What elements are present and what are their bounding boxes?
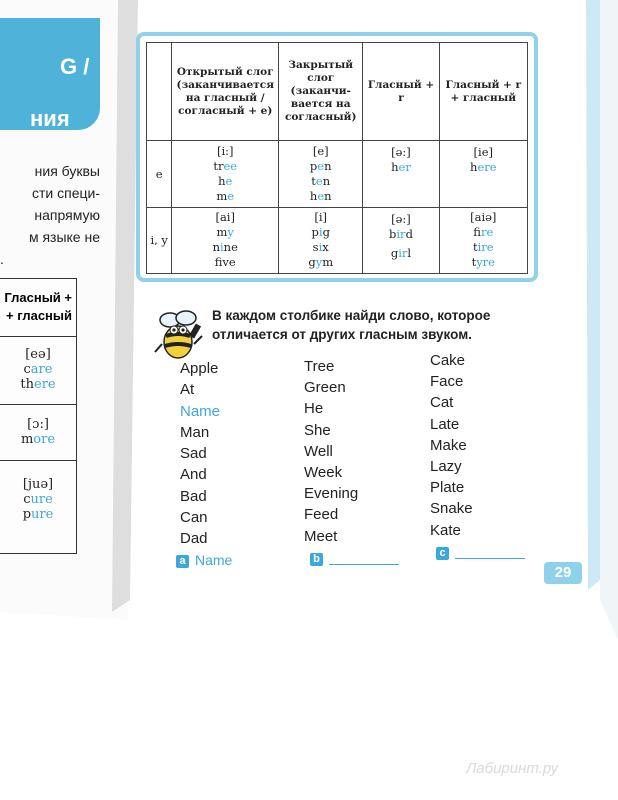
answer-b[interactable] xyxy=(310,550,399,566)
table-row xyxy=(147,207,528,273)
answer-a xyxy=(176,552,232,568)
list-item: She xyxy=(304,421,331,439)
left-table-cell xyxy=(0,461,76,549)
watermark: Лабиринт.ру xyxy=(466,760,559,777)
answer-letter-badge: c xyxy=(436,547,449,560)
open-syllable-cell xyxy=(172,207,279,273)
example-word: six xyxy=(312,240,329,255)
vowel-r-cell xyxy=(363,141,439,207)
left-table-header: Гласный + + гласный xyxy=(0,279,76,337)
phonetic-symbol: [i] xyxy=(314,210,328,225)
header-closed-syllable: Закрытый слог (заканчи-вается на согласный) xyxy=(279,43,363,141)
vowel-r-vowel-cell xyxy=(439,141,527,207)
example-word: he xyxy=(218,174,233,189)
left-text-line: ния буквы xyxy=(34,163,100,179)
vowel-table-frame xyxy=(136,32,538,282)
example-word: ten xyxy=(311,174,331,189)
list-item: Sad xyxy=(180,445,207,463)
list-item: Can xyxy=(180,509,208,527)
phonetic-symbol: [ie] xyxy=(473,145,494,160)
header-vowel-r-vowel: Гласный + r + гласный xyxy=(439,43,527,141)
list-item: Man xyxy=(180,423,210,441)
list-item: Meet xyxy=(304,527,338,545)
list-item: Dad xyxy=(180,530,208,548)
example-word: tyre xyxy=(471,255,495,270)
list-item: Cat xyxy=(430,394,454,412)
letter-cell: e xyxy=(147,141,172,207)
example-word: tire xyxy=(472,240,494,255)
example-word: pig xyxy=(311,225,330,240)
phonetic-symbol: [aiə] xyxy=(470,210,497,225)
answer-letter-badge: b xyxy=(310,553,323,566)
example-word: me xyxy=(216,189,235,204)
exercise-instruction: В каждом столбике найди слово, которое отличается от других гласным звуком. xyxy=(212,308,491,342)
example-word: care xyxy=(23,362,53,377)
list-item: Snake xyxy=(430,500,473,518)
vowel-r-vowel-cell xyxy=(439,207,527,273)
left-text-block xyxy=(0,160,100,270)
list-item: Evening xyxy=(304,485,359,503)
open-syllable-cell xyxy=(172,141,279,207)
word-column-b xyxy=(304,356,358,547)
word-column-a xyxy=(180,358,220,550)
example-word: girl xyxy=(390,245,412,260)
list-item: At xyxy=(180,381,195,399)
phonetic-symbol: [ai] xyxy=(215,210,235,225)
left-text-line: напрямую xyxy=(34,207,100,223)
phonetic-symbol: [eə] xyxy=(25,347,51,362)
left-table-cell xyxy=(0,337,76,405)
word-column-c xyxy=(430,350,473,541)
example-word: pen xyxy=(309,159,332,174)
example-word: fire xyxy=(473,225,494,240)
list-item: Late xyxy=(430,415,460,433)
phonetic-symbol: [ə:] xyxy=(391,145,411,160)
example-word: nine xyxy=(212,240,238,255)
phonetic-symbol: [ɔ:] xyxy=(27,417,49,432)
phonetic-symbol: [ə:] xyxy=(391,211,411,226)
list-item: Plate xyxy=(430,479,465,497)
example-word: hen xyxy=(309,189,332,204)
list-item: Well xyxy=(304,442,333,460)
answer-c[interactable] xyxy=(436,544,525,560)
answer-letter-badge: a xyxy=(176,555,189,568)
phonetic-symbol: [juə] xyxy=(22,477,54,492)
list-item: Make xyxy=(430,436,467,454)
banner-line-1: G / xyxy=(60,54,90,79)
bee-mascot-icon xyxy=(152,306,208,364)
list-item: Bad xyxy=(180,487,207,505)
list-item: And xyxy=(180,466,207,484)
letter-cell: i, y xyxy=(147,207,172,273)
example-word: fve xyxy=(214,255,236,270)
answer-blank-line[interactable] xyxy=(329,554,399,565)
left-table-fragment xyxy=(0,278,77,554)
list-item: Apple xyxy=(180,360,219,377)
example-word: here xyxy=(470,160,497,175)
example-word: cure xyxy=(23,492,53,507)
example-word: my xyxy=(216,225,234,240)
list-item: Tree xyxy=(304,358,335,375)
header-corner xyxy=(147,43,172,141)
vowel-r-cell xyxy=(363,207,439,273)
left-text-line: . xyxy=(0,251,4,267)
table-row xyxy=(147,141,528,207)
left-text-line: сти специ- xyxy=(32,185,100,201)
phonetic-symbol: [e] xyxy=(312,144,329,159)
example-word: there xyxy=(20,377,56,392)
banner-line-2: ния xyxy=(30,106,70,131)
list-item-highlighted: Name xyxy=(180,402,221,420)
header-vowel-r: Гласный + r xyxy=(363,43,439,141)
example-word: tree xyxy=(213,159,238,174)
list-item: Green xyxy=(304,379,346,397)
list-item: He xyxy=(304,400,324,418)
left-table-cell xyxy=(0,405,76,461)
example-word: more xyxy=(20,432,56,447)
example-word: gym xyxy=(308,255,334,270)
list-item: Week xyxy=(304,463,343,481)
left-page-fragment xyxy=(0,0,112,610)
header-open-syllable: Открытый слог (заканчивается на гласный / согласный + е) xyxy=(172,43,279,141)
answer-blank-line[interactable] xyxy=(455,548,525,559)
example-word: pure xyxy=(22,507,54,522)
closed-syllable-cell xyxy=(279,141,363,207)
list-item: Kate xyxy=(430,521,461,539)
list-item: Feed xyxy=(304,506,339,524)
list-item: Cake xyxy=(430,352,466,369)
closed-syllable-cell xyxy=(279,207,363,273)
vowel-table xyxy=(146,42,528,274)
page-number: 29 xyxy=(544,562,582,584)
list-item: Face xyxy=(430,373,464,391)
left-text-line: м языке не xyxy=(28,229,100,245)
example-word: bird xyxy=(389,226,413,241)
left-title-banner xyxy=(0,18,100,130)
phonetic-symbol: [i:] xyxy=(216,144,234,159)
example-word: her xyxy=(391,160,411,175)
answer-text: Name xyxy=(195,552,233,568)
list-item: Lazy xyxy=(430,457,462,475)
table-header-row xyxy=(147,43,528,141)
